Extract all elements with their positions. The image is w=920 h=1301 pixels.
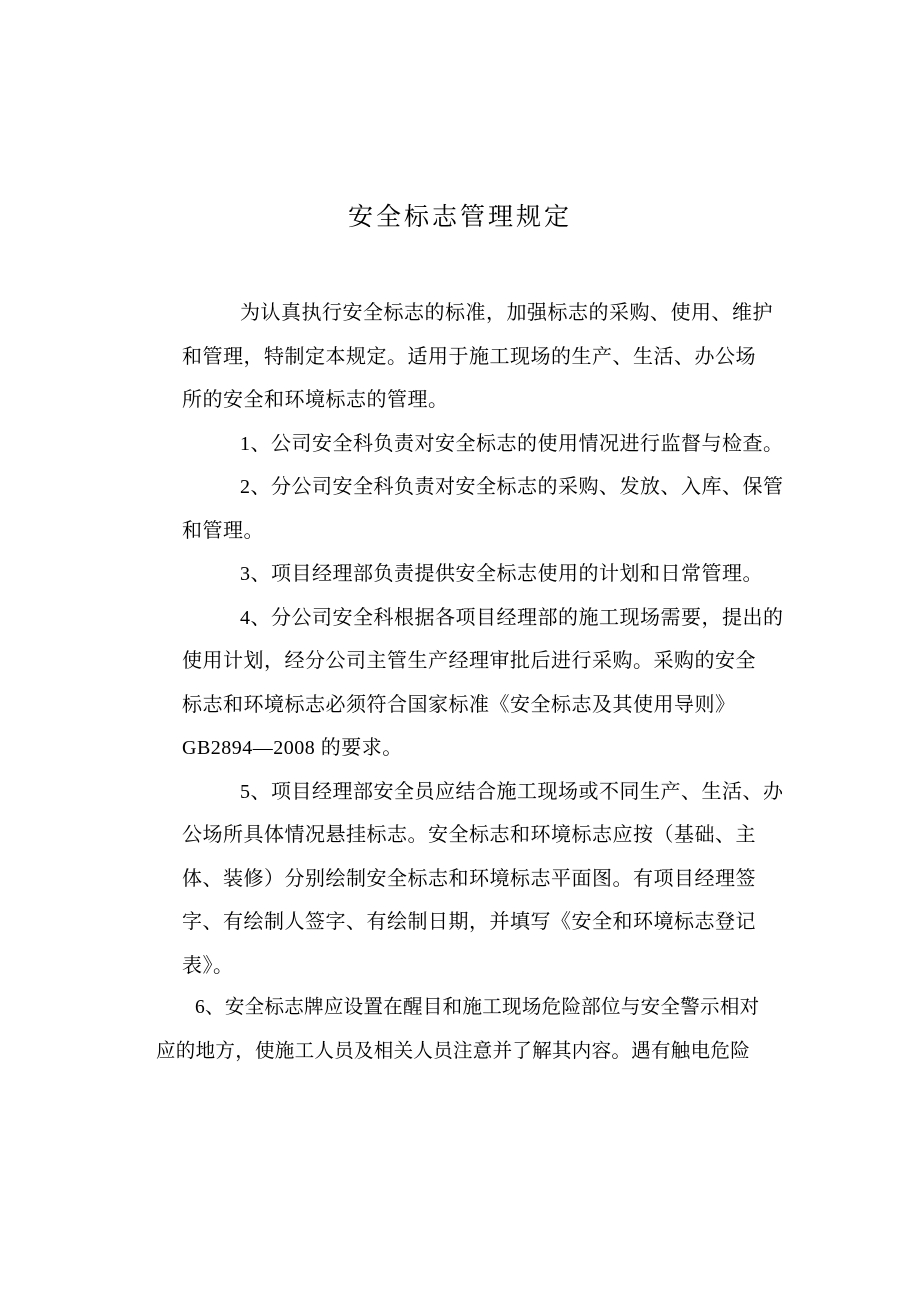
body-line: 表》。 (182, 954, 234, 977)
body-line: 体、装修）分别绘制安全标志和环境标志平面图。有项目经理签 (182, 867, 756, 890)
body-line: 为认真执行安全标志的标准，加强标志的采购、使用、维护 (240, 302, 773, 324)
body-line: 2、分公司安全科负责对安全标志的采购、发放、入库、保管 (240, 476, 784, 498)
body-line: 3、项目经理部负责提供安全标志使用的计划和日常管理。 (240, 563, 763, 585)
body-line: 5、项目经理部安全员应结合施工现场或不同生产、生活、办 (240, 780, 784, 803)
body-line: 4、分公司安全科根据各项目经理部的施工现场需要，提出的 (240, 606, 784, 629)
body-line: 应的地方，使施工人员及相关人员注意并了解其内容。遇有触电危险 (156, 1040, 751, 1062)
body-line: 公场所具体情况悬挂标志。安全标志和环境标志应按（基础、主 (182, 824, 756, 846)
body-line: 和管理。 (182, 519, 264, 542)
body-line: 和管理，特制定本规定。适用于施工现场的生产、生活、办公场 (182, 345, 756, 368)
document-body (182, 292, 822, 988)
body-line: 6、安全标志牌应设置在醒目和施工现场危险部位与安全警示相对 (195, 997, 760, 1018)
body-line: 使用计划，经分公司主管生产经理审批后进行采购。采购的安全 (182, 650, 756, 672)
body-line: 标志和环境标志必须符合国家标准《安全标志及其使用导则》 (182, 693, 736, 716)
body-line: 字、有绘制人签字、有绘制日期，并填写《安全和环境标志登记 (182, 911, 756, 933)
document-paragraph-6 (156, 986, 816, 1073)
document-title: 安全标志管理规定 (347, 204, 572, 231)
body-line: GB2894—2008 的要求。 (182, 737, 403, 759)
body-line: 所的安全和环境标志的管理。 (182, 389, 449, 411)
body-line: 1、公司安全科负责对安全标志的使用情况进行监督与检查。 (240, 432, 784, 455)
